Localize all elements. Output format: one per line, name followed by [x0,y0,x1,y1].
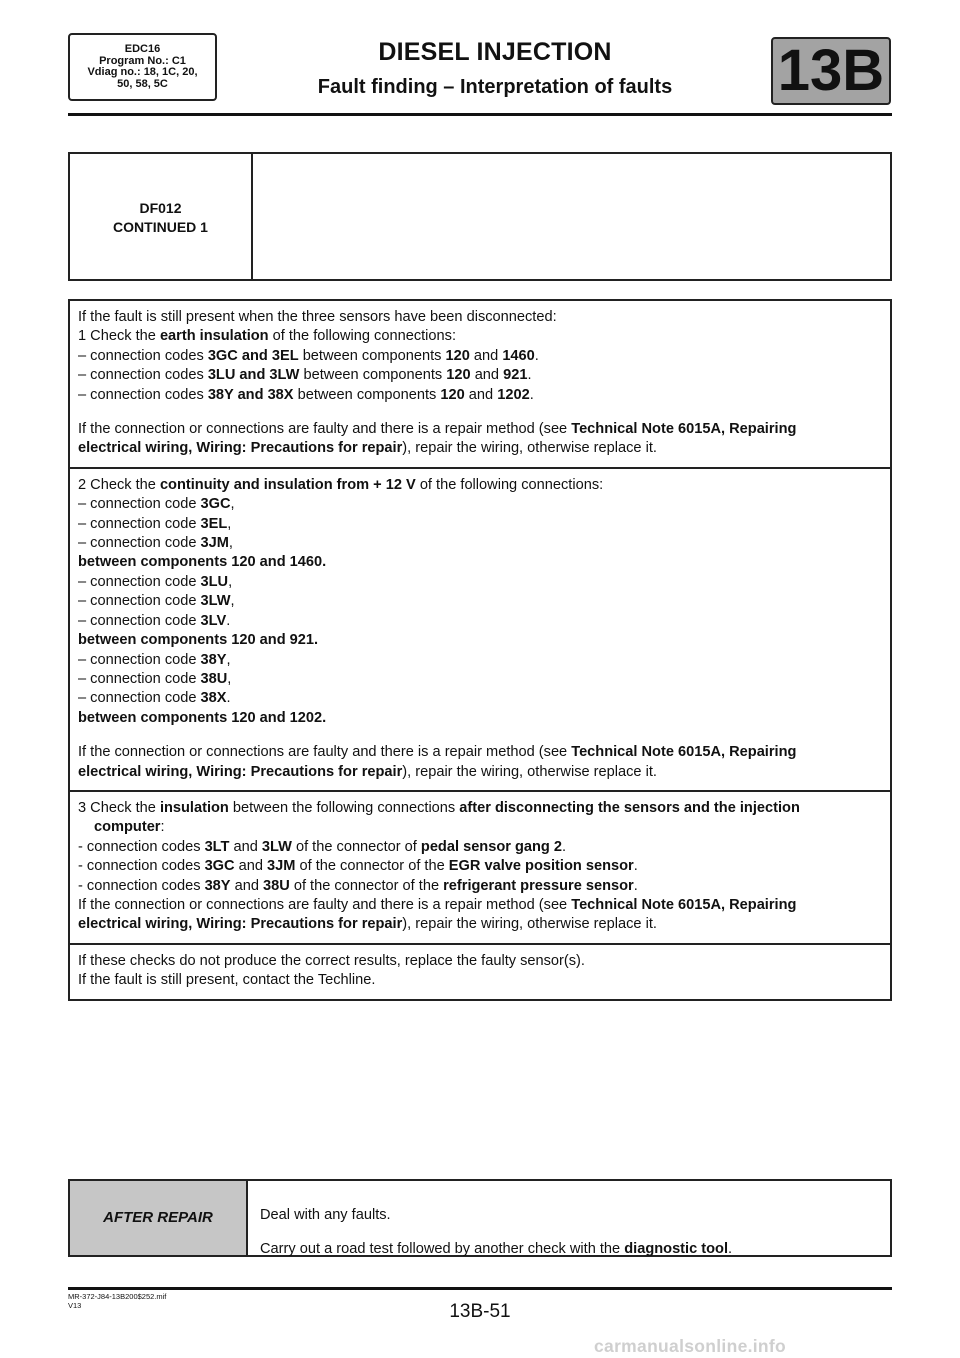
bold-text: 38Y [204,877,231,894]
text-run: and [469,347,503,364]
text-run: and [234,858,268,875]
text-line [78,347,880,366]
bold-text: 3LT [204,838,230,855]
text-run: , [226,651,231,668]
text-line [78,366,880,385]
text-run: of the connector of the [295,858,449,875]
text-run: If the fault is still present, contact the Techline. [78,972,376,989]
text-run: If the connection or connections are faulty and there is a repair method (see [78,896,572,913]
ecu-line: EDC16 [124,43,161,55]
text-line [78,709,880,728]
bold-text: 120 [446,367,471,384]
bold-text: computer [94,819,161,836]
text-run: - connection codes [78,877,205,894]
bold-text: 38Y [200,651,227,668]
bold-text: pedal sensor gang 2 [420,838,563,855]
bold-text: 38X [200,690,227,707]
bold-text: continuity and insulation from + 12 V [159,476,416,493]
text-line [78,896,880,915]
text-run: , [230,593,235,610]
text-line [260,1206,732,1225]
text-line [78,308,880,327]
watermark: carmanualsonline.info [594,1336,787,1356]
text-run: , [228,573,233,590]
text-run: : [160,819,165,836]
text-run: 1 Check the [78,328,160,345]
text-run: between the following connections [228,799,460,816]
bold-text: 38U [263,877,290,894]
header-divider [68,113,892,116]
bold-text: 3JM [200,535,229,552]
text-line [78,915,880,934]
text-run: – connection code [78,593,201,610]
text-line [78,651,880,670]
section-badge: 13B [771,37,891,105]
bold-text: 3LU and 3LW [207,367,300,384]
text-run: . [633,858,638,875]
text-run: . [226,690,231,707]
file-reference: MR-372-J84-13B200$252.mif [68,1292,167,1301]
text-line [78,838,880,857]
text-run: . [226,612,231,629]
procedure-cell [70,467,890,790]
text-line [78,743,880,762]
text-run: – connection code [78,651,201,668]
text-line [78,689,880,708]
text-run: of the following connections: [415,476,604,493]
footer-divider [68,1287,892,1290]
text-line [260,1240,732,1259]
bold-text: 3GC and 3EL [207,347,299,364]
bold-text: 120 [440,386,465,403]
text-run: and [229,838,262,855]
text-run: of the connector of [291,838,421,855]
ecu-line: Program No.: C1 [99,54,186,67]
text-line [78,763,880,782]
page-number: 13B-51 [449,1301,511,1322]
bold-text: Technical Note 6015A, Repairing [571,421,797,438]
text-run: – connection code [78,573,201,590]
ecu-line: 50, 58, 5C [117,77,168,90]
bold-text: 3LU [200,573,229,590]
text-run: and [230,877,263,894]
text-run: , [227,515,232,532]
text-run: . [633,877,638,894]
text-line [78,386,880,405]
text-line [78,971,880,990]
text-run: 2 Check the [78,476,160,493]
bold-text: 120 [445,347,470,364]
text-run: – connection code [78,535,201,552]
text-line [78,631,880,650]
text-line [78,495,880,514]
text-run: – connection code [78,515,201,532]
bold-text: EGR valve position sensor [448,858,634,875]
bold-text: insulation [159,799,229,816]
text-line [78,612,880,631]
bold-text: Technical Note 6015A, Repairing [571,896,797,913]
after-repair-text [260,1191,732,1274]
bold-text: Technical Note 6015A, Repairing [571,744,797,761]
text-run: , [227,670,232,687]
bold-text: refrigerant pressure sensor [443,877,634,894]
procedure-cell [70,790,890,943]
text-run: – connection code [78,496,201,513]
page-subtitle: Fault finding – Interpretation of faults [317,76,673,98]
text-line [78,799,880,818]
text-run: - connection codes [78,858,205,875]
bold-text: 921 [503,367,528,384]
text-run: If the connection or connections are faulty and there is a repair method (see [78,744,572,761]
text-run: - connection codes [78,838,205,855]
text-run: – connection code [78,670,201,687]
text-line [78,327,880,346]
page-title: DIESEL INJECTION [378,38,612,66]
bold-text: earth insulation [159,328,269,345]
text-run: If the connection or connections are faulty and there is a repair method (see [78,421,572,438]
paragraph-gap [78,728,880,743]
text-run: Carry out a road test followed by another check with the [260,1240,625,1257]
procedure-cell [70,301,890,467]
text-line [78,534,880,553]
text-line [78,857,880,876]
bold-text: between components 120 and 1202. [78,709,327,726]
text-run: – connection code [78,690,201,707]
bold-text: 1202 [497,386,530,403]
bold-text: 3LW [261,838,292,855]
text-line [78,439,880,458]
text-run: – connection code [78,612,201,629]
bold-text: electrical wiring, Wiring: Precautions for repair [78,916,403,933]
text-run: and [464,386,498,403]
text-run: – connection codes [78,347,208,364]
bold-text: 3LV [200,612,227,629]
bold-text: 3JM [267,858,296,875]
text-run: If these checks do not produce the correct results, replace the faulty sensor(s). [78,952,585,969]
procedure-table [68,299,892,1001]
bold-text: 3EL [200,515,228,532]
bold-text: electrical wiring, Wiring: Precautions for repair [78,763,403,780]
text-run: . [527,367,532,384]
text-run: ), repair the wiring, otherwise replace it. [402,763,657,780]
text-run: – connection codes [78,386,208,403]
text-run: between components [299,367,447,384]
text-run: ), repair the wiring, otherwise replace it. [402,440,657,457]
bold-text: 3GC [204,858,235,875]
text-line [78,670,880,689]
text-run: ), repair the wiring, otherwise replace it. [402,916,657,933]
text-line [78,476,880,495]
text-run: Deal with any faults. [260,1206,391,1223]
text-run: and [470,367,504,384]
bold-text: 38Y and 38X [207,386,294,403]
text-run: If the fault is still present when the three sensors have been disconnected: [78,309,557,325]
version-label: V13 [68,1300,82,1310]
bold-text: after disconnecting the sensors and the injection [459,799,800,816]
bold-text: 1460 [502,347,535,364]
bold-text: 3GC [200,496,231,513]
text-line [78,877,880,896]
text-line [78,515,880,534]
after-repair-box [68,1179,892,1257]
text-line [78,573,880,592]
ecu-line: Vdiag no.: 18, 1C, 20, [87,66,198,78]
fault-id-cell [70,154,253,279]
ecu-info-box [68,33,217,101]
text-line [78,553,880,572]
bold-text: diagnostic tool [624,1240,729,1257]
text-run: . [562,838,567,855]
bold-text: 38U [200,670,228,687]
bold-text: 3LW [200,593,231,610]
text-run: , [228,535,233,552]
text-run: of the following connections: [268,328,456,345]
bold-text: between components 120 and 1460. [78,554,327,571]
paragraph-gap [78,405,880,420]
procedure-cell [70,943,890,999]
bold-text: between components 120 and 921. [78,632,319,649]
after-repair-label: AFTER REPAIR [70,1181,248,1255]
fault-header-box [68,152,892,281]
text-run: between components [293,386,441,403]
text-line [78,420,880,439]
text-run: of the connector of the [289,877,444,894]
text-run: between components [298,347,446,364]
footer-reference [68,1293,166,1310]
text-run: . [728,1240,733,1257]
bold-text: electrical wiring, Wiring: Precautions for repair [78,440,403,457]
text-run: – connection codes [78,367,208,384]
text-run: . [529,386,534,403]
text-line [78,592,880,611]
text-line [78,952,880,971]
text-run: , [230,496,235,513]
fault-continued: CONTINUED 1 [113,219,208,235]
fault-code: DF012 [139,200,182,216]
text-line [78,818,880,837]
text-run: 3 Check the [78,799,160,816]
text-run: . [534,347,539,364]
